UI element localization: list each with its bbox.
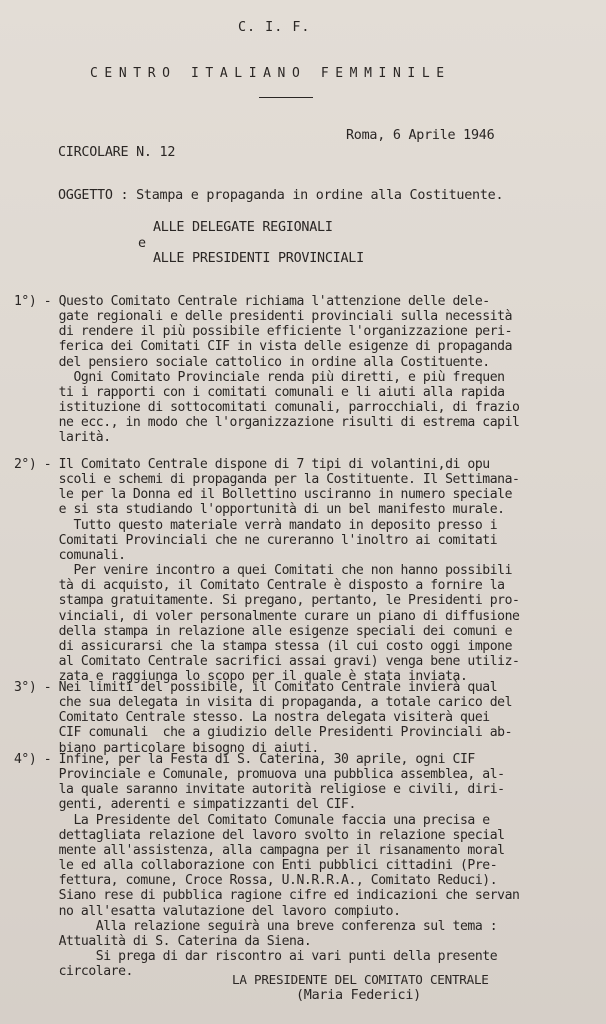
point-2-line: tà di acquisto, il Comitato Centrale è disposto a fornire la (14, 578, 505, 594)
header-abbreviation: C. I. F. (238, 20, 311, 35)
point-2-line: e si sta studiando l'opportunità di un bel manifesto murale. (14, 502, 505, 518)
signature-title: LA PRESIDENTE DEL COMITATO CENTRALE (232, 972, 489, 987)
point-3-line: Comitato Centrale stesso. La nostra delegata visiterà quei (14, 710, 490, 726)
circular-number: CIRCOLARE N. 12 (58, 145, 176, 160)
point-3-line: 3°) - Nei limiti del possibile, il Comitato Centrale invierà qual (14, 680, 498, 695)
point-4-line: genti, aderenti e simpatizzanti del CIF. (14, 797, 356, 813)
point-4-line: Siano rese di pubblica ragione cifre ed indicazioni che servan (14, 888, 520, 904)
point-4-line: dettagliata relazione del lavoro svolto in relazione special (14, 827, 505, 843)
subject-line: OGGETTO : Stampa e propaganda in ordine alla Costituente. (58, 188, 504, 203)
point-4-line: circolare. (14, 964, 133, 980)
point-4-line: mente all'assistenza, alla campagna per il risanamento moral (14, 842, 505, 858)
point-2-line: le per la Donna ed il Bollettino usciranno in numero speciale (14, 487, 513, 503)
point-1-line: 1°) - Questo Comitato Centrale richiama l'attenzione delle dele- (14, 294, 490, 309)
point-2-line: stampa gratuitamente. Si pregano, pertanto, le Presidenti pro- (14, 593, 520, 609)
point-4-line: Alla relazione seguirà una breve conferenza sul tema : (14, 918, 498, 934)
point-2-line: zata e raggiunga lo scopo per il quale è stata inviata. (14, 669, 468, 685)
point-2-line: al Comitato Centrale sacrifici assai gravi) venga bene utiliz- (14, 654, 520, 670)
point-2-line: comunali. (14, 547, 126, 563)
organization-name: CENTRO ITALIANO FEMMINILE (90, 66, 451, 81)
signature-name: (Maria Federici) (296, 988, 421, 1003)
point-2-line: Per venire incontro a quei Comitati che non hanno possibili (14, 563, 513, 579)
point-1-line: ferica dei Comitati CIF in vista delle esigenze di propaganda (14, 339, 513, 355)
point-3 (14, 680, 599, 756)
point-2 (14, 457, 599, 684)
point-4-line: Attualità di S. Caterina da Siena. (14, 933, 312, 949)
point-2-line: Tutto questo materiale verrà mandato in deposito presso i (14, 517, 498, 533)
recipient-provincial-presidents: ALLE PRESIDENTI PROVINCIALI (153, 251, 364, 266)
point-1-line: gate regionali e delle presidenti provinciali sulla necessità (14, 309, 513, 325)
point-2-line: vinciali, di voler personalmente curare un piano di diffusione (14, 608, 520, 624)
point-3-line: biano particolare bisogno di aiuti. (14, 740, 319, 756)
point-4-line: la quale saranno invitate autorità religiose e civili, diri- (14, 782, 505, 798)
point-3-line: CIF comunali che a giudizio delle Presidenti Provinciali ab- (14, 725, 513, 741)
point-4-line: le ed alla collaborazione con Enti pubblici cittadini (Pre- (14, 858, 498, 874)
point-4-line: Si prega di dar riscontro ai vari punti della presente (14, 949, 498, 965)
point-4-line: 4°) - Infine, per la Festa di S. Caterina, 30 aprile, ogni CIF (14, 752, 475, 767)
point-2-line: della stampa in relazione alle esigenze speciali dei comuni e (14, 623, 513, 639)
point-4 (14, 752, 599, 979)
point-4-line: La Presidente del Comitato Comunale faccia una precisa e (14, 812, 490, 828)
point-1-line: ne ecc., in modo che l'organizzazione risulti di estrema capil (14, 415, 520, 431)
point-2-line: scoli e schemi di propaganda per la Costituente. Il Settimana- (14, 472, 520, 488)
point-1-line: del pensiero sociale cattolico in ordine alla Costituente. (14, 354, 490, 370)
point-1-line: Ogni Comitato Provinciale renda più diretti, e più frequen (14, 369, 505, 385)
recipient-regional-delegates: ALLE DELEGATE REGIONALI (153, 220, 333, 235)
point-4-line: Provinciale e Comunale, promuova una pubblica assemblea, al- (14, 767, 505, 783)
header-divider (259, 97, 313, 98)
point-1 (14, 294, 599, 446)
point-4-line: fettura, comune, Croce Rossa, U.N.R.R.A., Comitato Reduci). (14, 873, 498, 889)
dateline: Roma, 6 Aprile 1946 (346, 128, 495, 143)
point-3-line: che sua delegata in visita di propaganda, a totale carico del (14, 695, 513, 711)
point-1-line: istituzione di sottocomitati comunali, parrocchiali, di frazio (14, 400, 520, 416)
point-1-line: ti i rapporti con i comitati comunali e li aiuti alla rapida (14, 384, 505, 400)
recipient-conjunction: e (138, 236, 146, 251)
point-2-line: 2°) - Il Comitato Centrale dispone di 7 tipi di volantini,di opu (14, 457, 490, 472)
point-1-line: larità. (14, 430, 111, 446)
point-2-line: Comitati Provinciali che ne cureranno l'inoltro ai comitati (14, 532, 498, 548)
point-2-line: di assicurarsi che la stampa stessa (il cui costo oggi impone (14, 638, 513, 654)
point-4-line: no all'esatta valutazione del lavoro compiuto. (14, 903, 401, 919)
point-1-line: di rendere il più possibile efficiente l'organizzazione peri- (14, 324, 513, 340)
